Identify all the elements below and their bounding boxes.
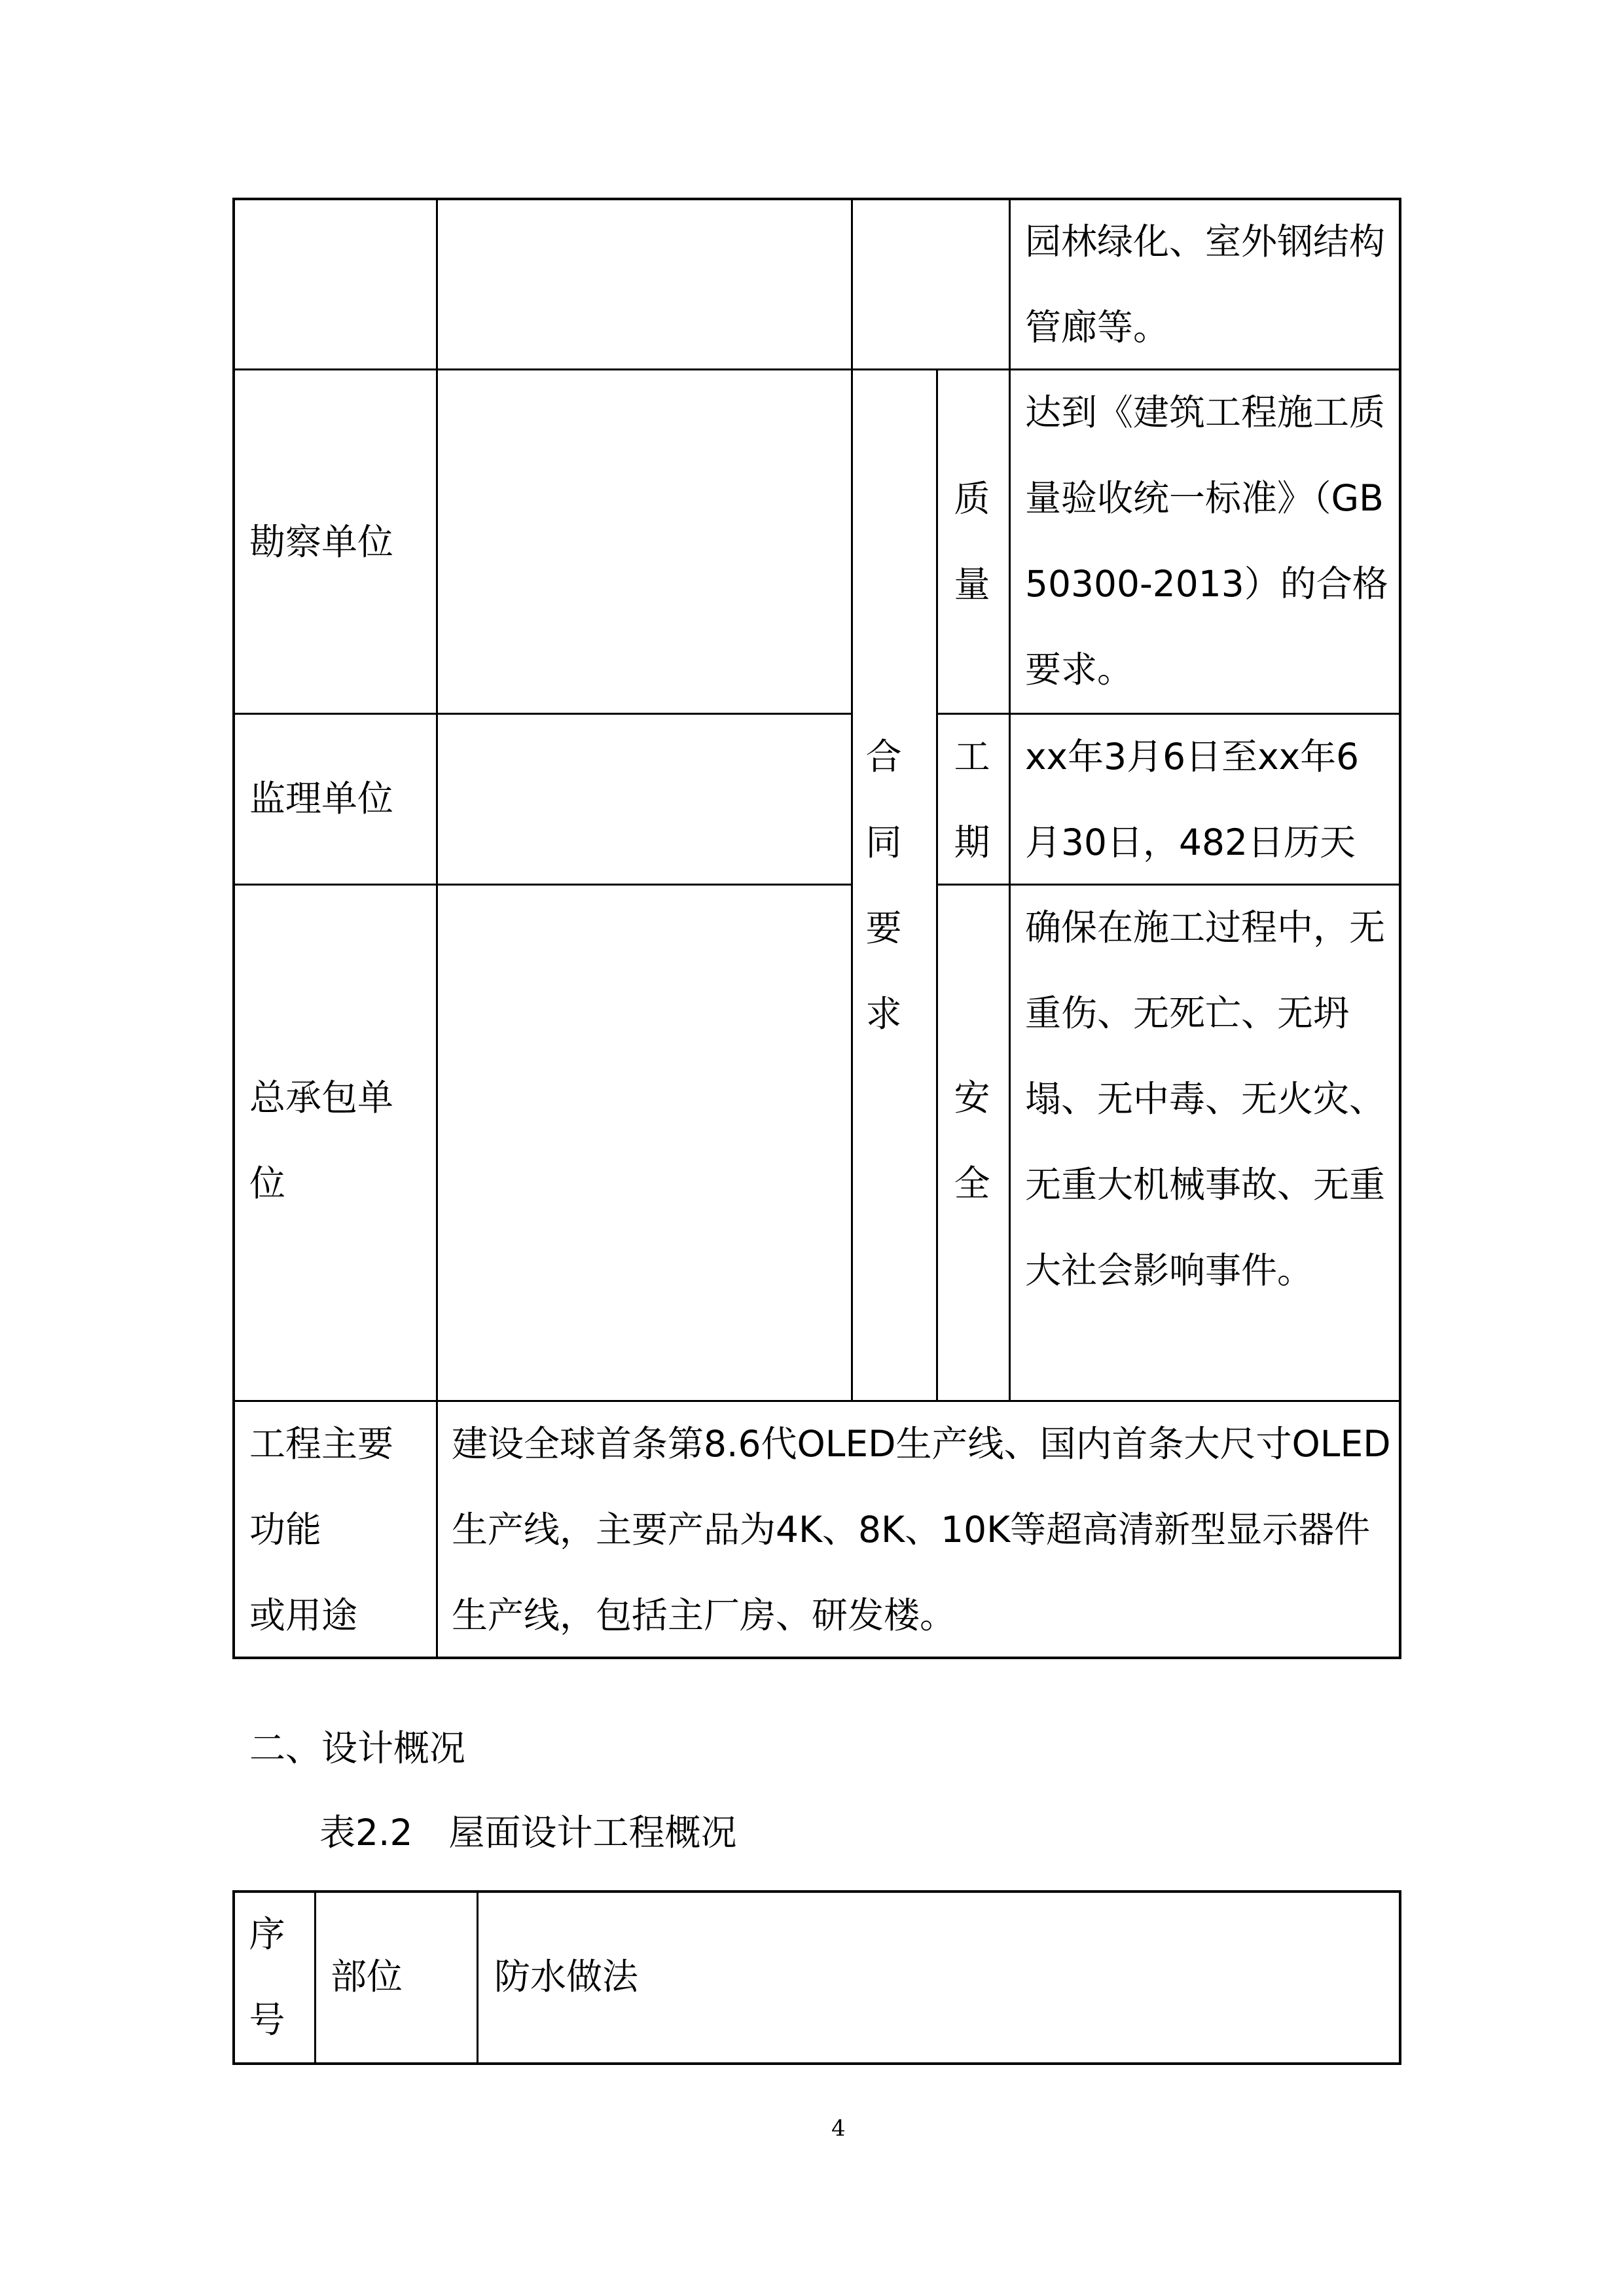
table-1-vline-2 bbox=[851, 198, 853, 1402]
contract-requirement-char-4: 求 bbox=[865, 993, 902, 1035]
table-2-header-method: 防水做法 bbox=[494, 1956, 639, 1998]
table-2-header-index-char-1: 序 bbox=[249, 1913, 285, 1955]
table-1-hline-3a bbox=[232, 884, 851, 886]
contract-requirement-label bbox=[864, 714, 903, 1057]
quality-text: 达到《建筑工程施工质量验收统一标准》（GB50300-2013）的合格要求。 bbox=[1025, 391, 1388, 691]
table-2-vline-2 bbox=[477, 1890, 478, 2065]
contract-requirement-char-3: 要 bbox=[865, 907, 902, 949]
table-2-header-part: 部位 bbox=[331, 1956, 403, 1998]
period-label bbox=[952, 714, 992, 886]
safety-label-char-2: 全 bbox=[954, 1162, 990, 1204]
table-2-caption: 表2.2 屋面设计工程概况 bbox=[319, 1812, 737, 1854]
scope-continuation-text: 园林绿化、室外钢结构管廊等。 bbox=[1025, 221, 1386, 348]
safety-label-char-1: 安 bbox=[954, 1077, 990, 1119]
function-text: 建设全球首条第8.6代OLED生产线、国内首条大尺寸OLED生产线，主要产品为4K、8K、10K等超高清新型显示器件生产线，包括主厂房、研发楼。 bbox=[452, 1423, 1391, 1636]
quality-label-char-2: 量 bbox=[954, 564, 990, 605]
survey-unit-label: 勘察单位 bbox=[249, 521, 394, 563]
table-2-vline-1 bbox=[314, 1890, 316, 2065]
table-1-hline-2a bbox=[232, 713, 851, 715]
quality-label-char-1: 质 bbox=[954, 478, 990, 520]
section-heading: 二、设计概况 bbox=[249, 1727, 466, 1769]
quality-label bbox=[952, 456, 992, 628]
period-text: xx年3月6日至xx年6月30日，482日历天 bbox=[1025, 736, 1360, 863]
supervision-unit-label: 监理单位 bbox=[249, 778, 394, 819]
contract-requirement-char-1: 合 bbox=[865, 736, 902, 778]
page-number: 4 bbox=[831, 2115, 846, 2142]
table-2-header-index bbox=[247, 1892, 287, 2063]
table-1-vline-1 bbox=[436, 198, 438, 1659]
period-label-char-1: 工 bbox=[954, 736, 990, 778]
safety-text: 确保在施工过程中，无重伤、无死亡、无坍塌、无中毒、无火灾、无重大机械事故、无重大社会影响事件。 bbox=[1025, 906, 1386, 1291]
general-contractor-label: 总承包单位 bbox=[249, 1077, 394, 1204]
table-1-vline-4 bbox=[1009, 198, 1011, 1402]
period-label-char-2: 期 bbox=[954, 821, 990, 863]
table-2-header-index-char-2: 号 bbox=[249, 1999, 285, 2041]
function-label: 工程主要功能 或用途 bbox=[249, 1423, 394, 1636]
safety-label bbox=[952, 1055, 992, 1227]
contract-requirement-char-2: 同 bbox=[865, 821, 902, 863]
